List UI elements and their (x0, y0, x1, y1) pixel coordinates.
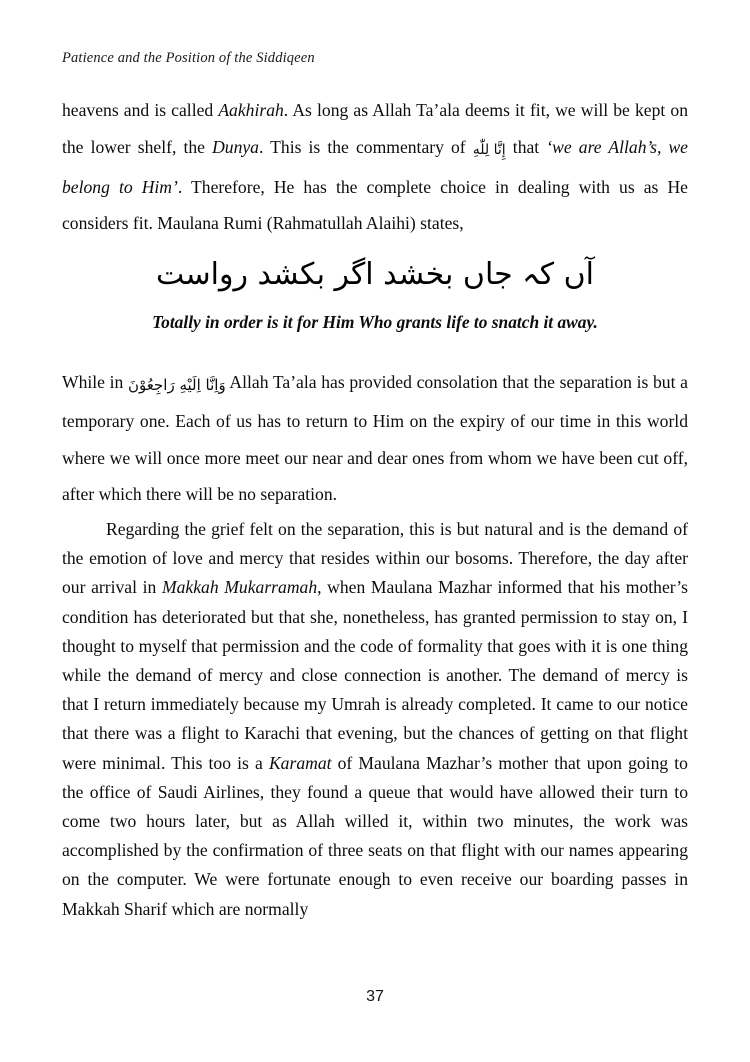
paragraph-1-segment-5: . Therefore, He has the complete choice in dealing with us as He considers fit. Maulana Rumi (Rahmatullah Alaihi) states, (62, 176, 688, 234)
paragraph-3-segment-1: Regarding the grief felt on the separation, this is but natural and is the demand of the emotion of love and mercy that resides within our bosoms. Therefore, the day after our arrival in (62, 519, 688, 598)
arabic-phrase-wa-inna-ilayhi-rajiun: وَاِنَّا اِلَيْهِ رَاجِعُوْنَ (128, 375, 226, 394)
paragraph-3 (62, 515, 688, 924)
quotation-we-are-allahs: ‘we are Allah’s, we belong to Him’ (62, 136, 688, 197)
persian-couplet: آں کہ جاں بخشد اگر بکشد رواست (156, 257, 594, 292)
body-block-middle (62, 364, 688, 513)
paragraph-2 (62, 364, 688, 513)
paragraph-2-segment-2: Allah Ta’ala has provided consolation that the separation is but a temporary one. Each of us has to return to Him on the expiry of our time in this world where we will once more meet our near and dear ones from whom we have been cut off, after which there will be no separation. (62, 372, 688, 505)
paragraph-3-segment-3: of Maulana Mazhar’s mother that upon going to the office of Saudi Airlines, they found a queue that would have allowed their turn to come two hours later, but as Allah willed it, within two minutes, the work was accomplished by the confirmation of three seats on that flight with our names appearing on the computer. We were fortunate enough to even receive our boarding passes in Makkah Sharif which are normally (62, 752, 688, 919)
body-block-bottom (62, 515, 688, 924)
term-dunya: Dunya (212, 136, 259, 157)
running-head: Patience and the Position of the Siddiqeen (62, 50, 315, 66)
arabic-phrase-inna-lillah: إِنَّا لِلّٰهِ (472, 142, 506, 159)
term-aakhirah: Aakhirah (218, 100, 284, 120)
term-makkah-mukarramah: Makkah Mukarramah (161, 577, 318, 598)
paragraph-1-segment-4: that (505, 136, 547, 157)
paragraph-3-segment-2: , when Maulana Mazhar informed that his mother’s condition has deteriorated but that she, nonetheless, has granted permission to stay on, I thought to myself that permission and the code of formality that goes with it is one thing while the demand of mercy and close connection is another. The demand of mercy is that I return immediately because my Umrah is already completed. It came to our notice that there was a flight to Karachi that evening, but the chances of getting on that flight were minimal. This too is a (62, 577, 688, 773)
paragraph-1-segment-3: . This is the commentary of (258, 136, 473, 157)
paragraph-1-segment-1: heavens and is called (62, 100, 219, 120)
couplet-translation: Totally in order is it for Him Who grants life to snatch it away. (152, 312, 598, 332)
paragraph-1 (62, 92, 688, 242)
paragraph-2-segment-1: While in (62, 372, 129, 392)
body-block-top (62, 92, 688, 242)
paragraph-1-segment-2: . As long as Allah Ta’ala deems it fit, we will be kept on the lower shelf, the (62, 100, 688, 157)
page-number: 37 (366, 988, 384, 1005)
term-karamat: Karamat (268, 752, 332, 773)
